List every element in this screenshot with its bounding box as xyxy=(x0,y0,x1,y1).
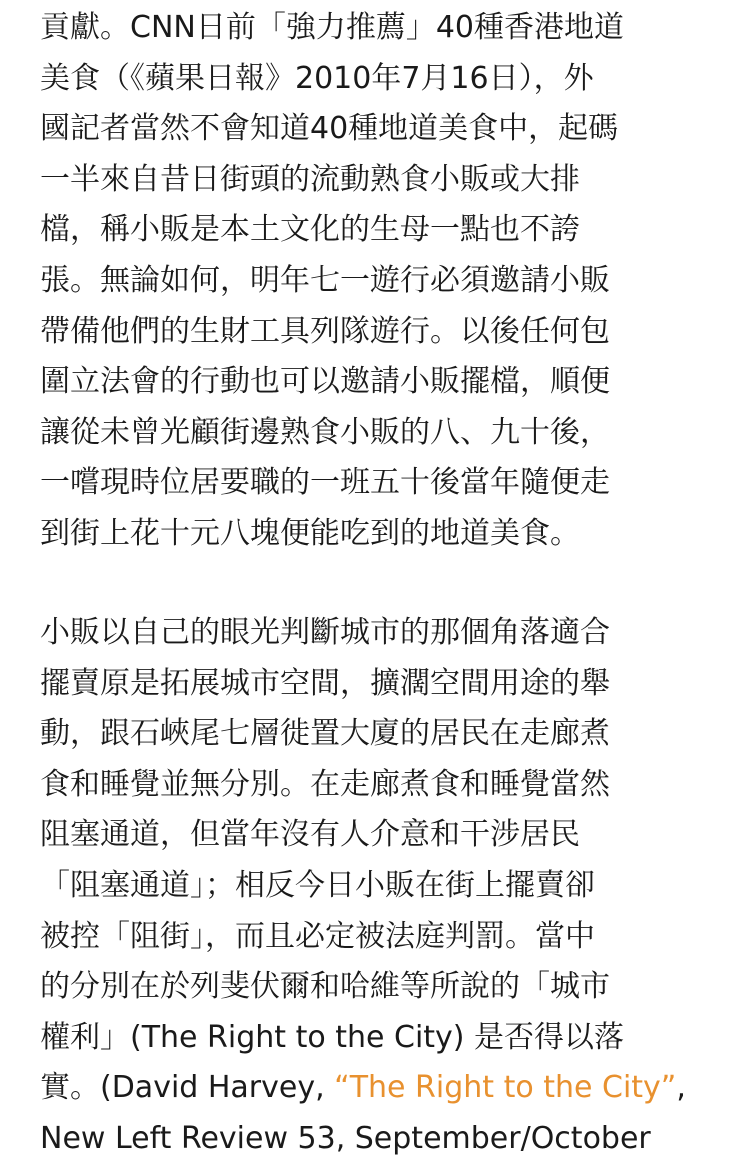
citation-prefix: 實。(David Harvey, xyxy=(40,1070,335,1106)
paragraph-1 xyxy=(40,3,624,560)
text-line: 食和睡覺並無分別。在走廊煮食和睡覺當然 xyxy=(40,766,610,802)
text-line: 張。無論如何，明年七一遊行必須邀請小販 xyxy=(40,262,610,298)
text-line: 圍立法會的行動也可以邀請小販擺檔，順便 xyxy=(40,364,610,400)
text-line: 檔，稱小販是本土文化的生母一點也不誇 xyxy=(40,212,580,248)
text-line: 帶備他們的生財工具列隊遊行。以後任何包 xyxy=(40,313,610,349)
text-line: 國記者當然不會知道40種地道美食中，起碼 xyxy=(40,111,619,147)
text-line: 被控「阻街」，而且必定被法庭判罰。當中 xyxy=(40,918,595,954)
citation-suffix: , xyxy=(676,1070,686,1106)
text-line: 讓從未曾光顧街邊熟食小販的八、九十後， xyxy=(40,414,610,450)
text-line: 的分別在於列斐伏爾和哈維等所說的「城市 xyxy=(40,969,610,1005)
text-line: 動，跟石峽尾七層徙置大廈的居民在走廊煮 xyxy=(40,716,610,752)
text-line: 到街上花十元八塊便能吃到的地道美食。 xyxy=(40,515,580,551)
text-line: 擺賣原是拓展城市空間，擴濶空間用途的舉 xyxy=(40,665,610,701)
text-line: 一嚐現時位居要職的一班五十後當年隨便走 xyxy=(40,465,610,501)
paragraph-2 xyxy=(40,608,686,1165)
citation-line xyxy=(40,1063,686,1114)
citation-link[interactable]: “The Right to the City” xyxy=(334,1070,677,1106)
text-line: 一半來自昔日街頭的流動熟食小販或大排 xyxy=(40,161,580,197)
text-line: 小販以自己的眼光判斷城市的那個角落適合 xyxy=(40,615,610,650)
text-line: 阻塞通道，但當年沒有人介意和干涉居民 xyxy=(40,817,580,853)
text-line: 美食（《蘋果日報》2010年7月16日），外 xyxy=(40,60,594,96)
text-line: 權利」(The Right to the City) 是否得以落 xyxy=(40,1019,625,1055)
text-line: New Left Review 53, September/October xyxy=(40,1120,651,1156)
text-line: 貢獻。CNN日前「強力推薦」40種香港地道 xyxy=(40,10,625,45)
text-line: 「阻塞通道」；相反今日小販在街上擺賣卻 xyxy=(40,867,595,903)
